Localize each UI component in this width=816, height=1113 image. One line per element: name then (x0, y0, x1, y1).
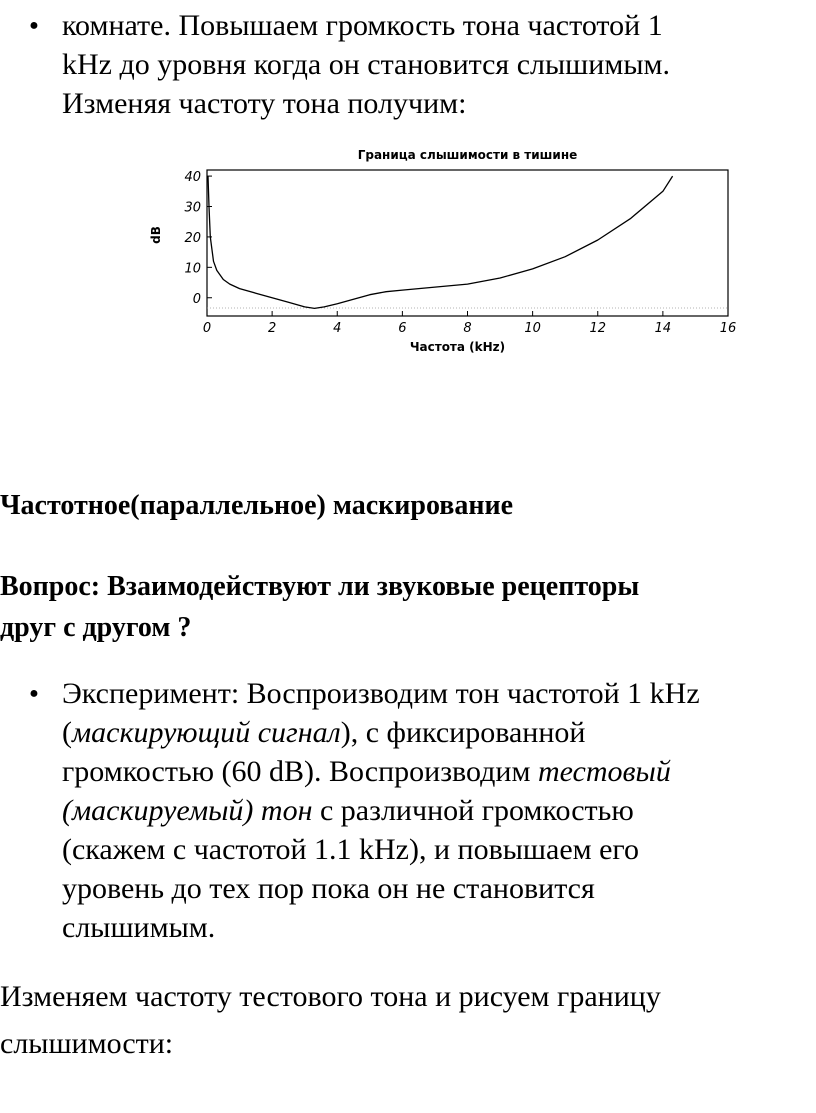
threshold-curve (208, 176, 673, 308)
x-tick-label: 10 (524, 321, 541, 336)
x-tick-label: 2 (267, 321, 277, 336)
y-tick-label: 0 (192, 291, 201, 307)
closing-line-1: Изменяем частоту тестового тона и рисуем границу (0, 980, 661, 1013)
experiment-line-4 (62, 791, 802, 830)
closing-line-2: слышимости: (0, 1027, 174, 1060)
intro-line-2: kHz до уровня когда он становится слышимым. (62, 48, 670, 81)
x-tick-label: 14 (654, 321, 672, 336)
bullet-marker-experiment: ● (29, 685, 39, 702)
experiment-line-4-rest: с различной громкостью (312, 794, 634, 827)
y-tick-label: 30 (184, 200, 201, 216)
experiment-line-3-text: громкостью (60 dB). Воспроизводим (62, 755, 538, 788)
experiment-line-6: уровень до тех пор пока он не становится (62, 872, 595, 905)
hearing-threshold-chart (145, 140, 745, 365)
bullet-marker-intro: ● (29, 17, 39, 34)
y-axis-label: dB (149, 226, 163, 244)
experiment-line-1: Эксперимент: Воспроизводим тон частотой 1 kHz (62, 677, 700, 710)
y-tick-label: 20 (184, 230, 201, 246)
experiment-line-2-open: ( (62, 716, 72, 749)
x-tick-label: 12 (589, 321, 607, 336)
y-tick-label: 10 (184, 261, 201, 277)
masked-tone-term: (маскируемый) тон (62, 794, 313, 827)
x-tick-label: 8 (463, 321, 472, 336)
x-tick-label: 0 (202, 321, 212, 336)
experiment-line-2-rest: ), с фиксированной (340, 716, 586, 749)
masking-signal-term: маскирующий сигнал (72, 716, 341, 749)
experiment-line-3 (62, 752, 802, 791)
chart-svg (145, 140, 745, 365)
experiment-line-5: (скажем с частотой 1.1 kHz), и повышаем его (62, 833, 639, 866)
chart-title: Граница слышимости в тишине (357, 148, 578, 162)
question-line-2: друг с другом ? (0, 612, 192, 643)
x-tick-label: 4 (333, 321, 342, 336)
x-tick-label: 6 (398, 321, 407, 336)
x-tick-label: 16 (719, 321, 737, 336)
x-axis-label: Частота (kHz) (409, 340, 506, 354)
section-heading: Частотное(параллельное) маскирование (0, 490, 514, 521)
intro-line-1: комнате. Повышаем громкость тона частотой 1 (62, 9, 663, 42)
experiment-line-7: слышимым. (62, 911, 216, 944)
test-term: тестовый (537, 755, 671, 788)
experiment-line-2 (62, 713, 802, 752)
plot-frame (207, 170, 728, 316)
y-tick-label: 40 (184, 170, 201, 186)
intro-line-3: Изменяя частоту тона получим: (62, 87, 467, 120)
question-line-1: Вопрос: Взаимодействуют ли звуковые рецепторы (0, 571, 640, 602)
